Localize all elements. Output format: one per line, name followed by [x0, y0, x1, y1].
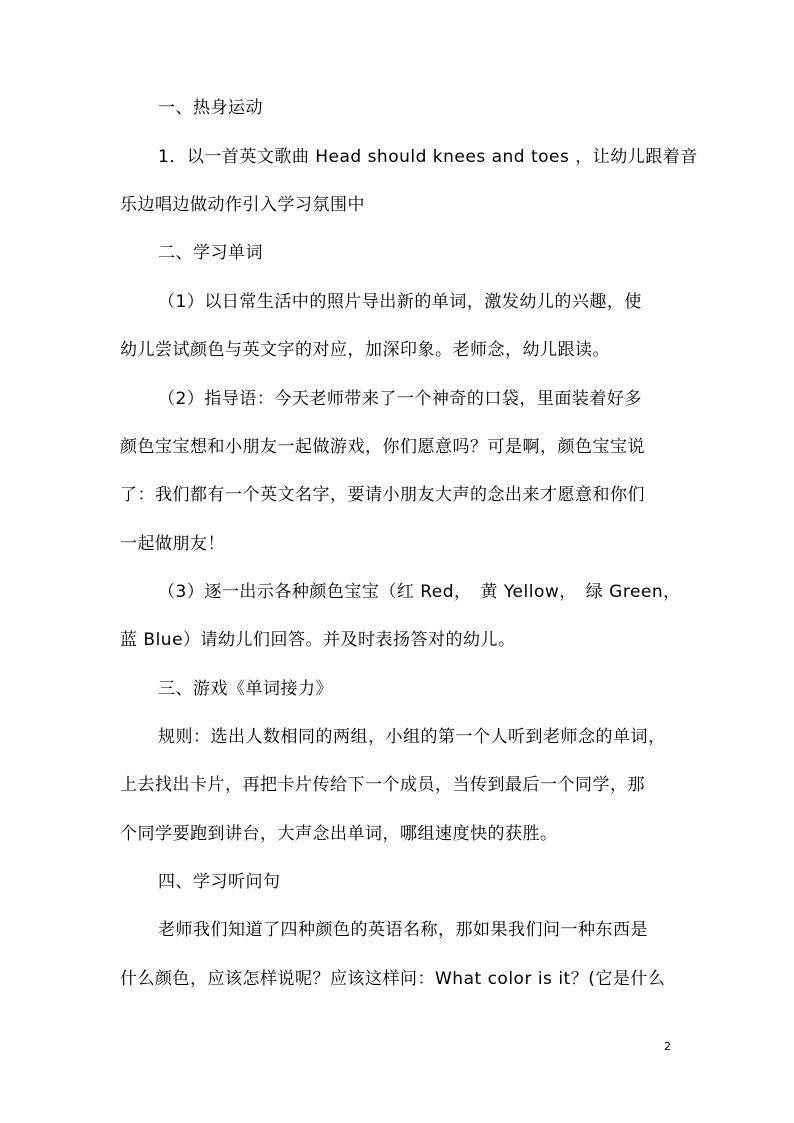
- paragraph-line: 个同学要跑到讲台，大声念出单词，哪组速度快的获胜。: [120, 824, 558, 844]
- paragraph-line: 了：我们都有一个英文名字，要请小朋友大声的念出来才愿意和你们: [120, 485, 645, 505]
- paragraph-line: 规则：选出人数相同的两组，小组的第一个人听到老师念的单词，: [158, 727, 666, 747]
- paragraph-line: 一起做朋友！: [120, 534, 225, 554]
- section-heading-game: 三、游戏《单词接力》: [158, 679, 333, 699]
- paragraph-line: （2）指导语：今天老师带来了一个神奇的口袋，里面装着好多: [158, 389, 642, 409]
- section-heading-questions: 四、学习听问句: [158, 872, 281, 892]
- paragraph-line: 颜色宝宝想和小朋友一起做游戏，你们愿意吗？可是啊，颜色宝宝说: [120, 437, 645, 457]
- paragraph-line: 什么颜色，应该怎样说呢？应该这样问：What color is it？(它是什么: [120, 969, 666, 989]
- paragraph-line: 上去找出卡片，再把卡片传给下一个成员，当传到最后一个同学，那: [120, 775, 645, 795]
- paragraph-line: 乐边唱边做动作引入学习氛围中: [120, 195, 365, 215]
- section-heading-learn-words: 二、学习单词: [158, 243, 263, 263]
- paragraph-line: 老师我们知道了四种颜色的英语名称，那如果我们问一种东西是: [158, 920, 648, 940]
- page-number: 2: [664, 1040, 671, 1053]
- paragraph-line: 幼儿尝试颜色与英文字的对应，加深印象。老师念，幼儿跟读。: [120, 340, 610, 360]
- paragraph-line: 1．以一首英文歌曲 Head should knees and toes ，让幼儿跟着音: [158, 147, 698, 167]
- section-heading-warmup: 一、热身运动: [158, 98, 263, 118]
- paragraph-line: （3）逐一出示各种颜色宝宝（红 Red， 黄 Yellow， 绿 Green，: [158, 582, 681, 602]
- paragraph-line: 蓝 Blue）请幼儿们回答。并及时表扬答对的幼儿。: [120, 630, 516, 650]
- paragraph-line: （1）以日常生活中的照片导出新的单词，激发幼儿的兴趣，使: [158, 292, 642, 312]
